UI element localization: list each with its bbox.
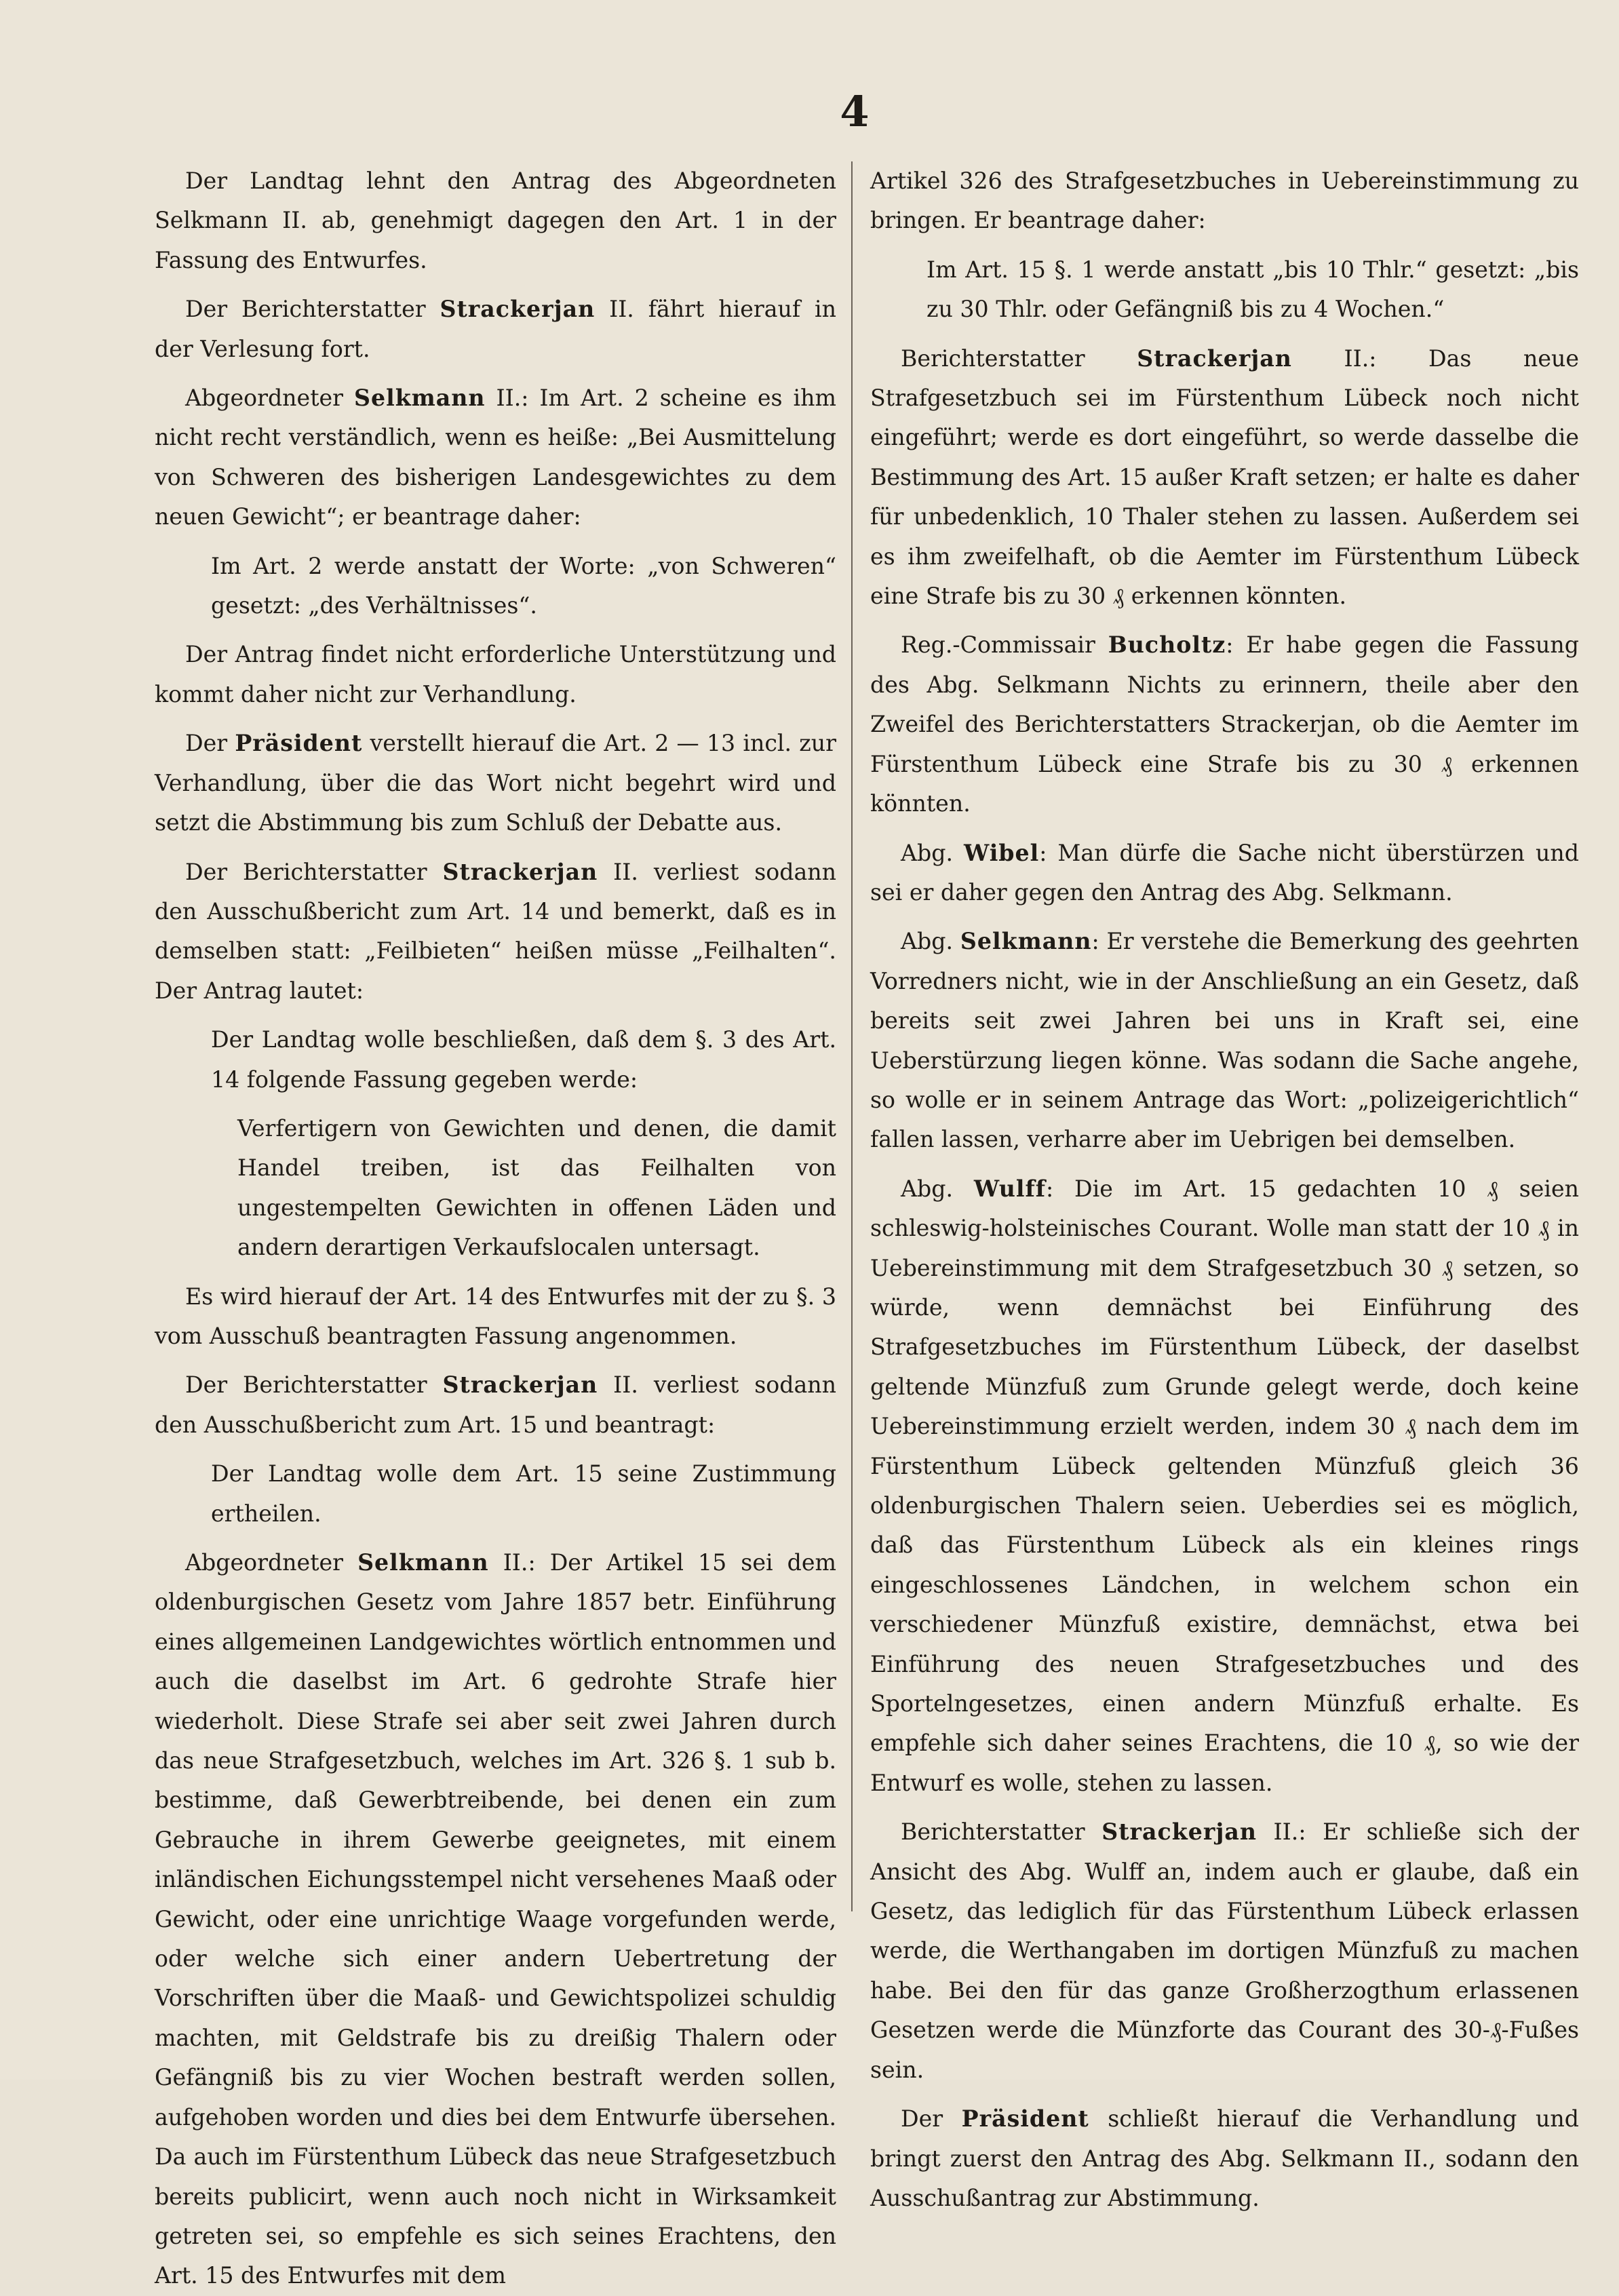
- quoted-motion: Im Art. 15 §. 1 werde anstatt „bis 10 Thlr.“ gesetzt: „bis zu 30 Thlr. oder Gefängniß bis zu 4 Wochen.“: [926, 256, 1579, 323]
- speaker-name: Wibel: [964, 839, 1040, 866]
- paragraph-text: Der Landtag lehnt den Antrag des Abgeordneten Selkmann II. ab, genehmigt dagegen den Art. 1 in der Fassung des Entwurfes.: [155, 168, 836, 273]
- paragraph-text: schließt hierauf die Verhandlung und bringt zuerst den Antrag des Abg. Selkmann II., sodann den Ausschußantrag zur Abstimmung.: [870, 2105, 1579, 2211]
- speaker-name: Selkmann: [357, 1549, 489, 1576]
- speaker-name: Bucholtz: [1108, 631, 1226, 659]
- paragraph-text: Der: [901, 2105, 962, 2133]
- paragraph-text: II. verliest sodann den Ausschußbericht zum Art. 14 und bemerkt, daß es in demselben statt: „Feilbieten“ heißen müsse „Feilhalten“. Der Antrag lautet:: [155, 858, 837, 1004]
- paragraph: [155, 1365, 836, 1445]
- speaker-name: Strackerjan: [440, 296, 596, 323]
- paragraph: [155, 290, 836, 369]
- paragraph-text: Der: [185, 730, 235, 757]
- paragraph-text: II.: Im Art. 2 scheine es ihm nicht recht verständlich, wenn es heiße: „Bei Ausmittelung von Schweren des bisherigen Landesgewichtes zu dem neuen Gewicht“; er beantrage daher:: [155, 385, 836, 530]
- paragraph-text: Reg.-Commissair: [901, 631, 1108, 659]
- paragraph-text: II.: Das neue Strafgesetzbuch sei im Fürstenthum Lübeck noch nicht eingeführt; werde es dort eingeführt, so werde dasselbe die Bestimmung des Art. 15 außer Kraft setzen; er halte es daher für unbedenklich, 10 Thaler stehen zu lassen. Außerdem sei es ihm zweifelhaft, ob die Aemter im Fürstenthum Lübeck eine Strafe bis zu 30 ₰ erkennen könnten.: [870, 345, 1579, 610]
- quoted-motion: Der Landtag wolle dem Art. 15 seine Zustimmung ertheilen.: [211, 1460, 836, 1527]
- paragraph: [870, 1812, 1579, 2090]
- paragraph-text: Der Antrag findet nicht erforderliche Unterstützung und kommt daher nicht zur Verhandlung.: [155, 641, 836, 707]
- speaker-name: Selkmann: [354, 385, 486, 412]
- paragraph-text: II.: Der Artikel 15 sei dem oldenburgischen Gesetz vom Jahre 1857 betr. Einführung eines allgemeinen Landgewichtes wörtlich entnommen und auch die daselbst im Art. 6 gedrohte Strafe hier wiederholt. Diese Strafe sei aber seit zwei Jahren durch das neue Strafgesetzbuch, welches im Art. 326 §. 1 sub b. bestimme, daß Gewerbtreibende, bei denen ein zum Gebrauche in ihrem Gewerbe geeignetes, mit einem inländischen Eichungsstempel nicht versehenes Maaß oder Gewicht, oder eine unrichtige Waage vorgefunden werde, oder welche sich einer andern Uebertretung der Vorschriften über die Maaß- und Gewichtspolizei schuldig machten, mit Geldstrafe bis zu dreißig Thalern oder Gefängniß bis zu vier Wochen bestraft werden sollen, aufgehoben worden und dies bei dem Entwurfe übersehen. Da auch im Fürstenthum Lübeck das neue Strafgesetzbuch bereits publicirt, wenn auch noch nicht in Wirksamkeit getreten sei, so empfehle es sich seines Erachtens, den Art. 15 des Entwurfes mit dem: [155, 1549, 836, 2289]
- paragraph: [870, 834, 1579, 913]
- speaker-name: Selkmann: [960, 928, 1092, 955]
- paragraph-text: II.: Er schließe sich der Ansicht des Abg. Wulff an, indem auch er glaube, daß ein Gesetz, das lediglich für das Fürstenthum Lübeck erlassen werde, die Werthangaben im dortigen Münzfuß zu machen habe. Bei den für das ganze Großherzogthum erlassenen Gesetzen werde die Münzforte das Courant des 30-₰-Fußes sein.: [870, 1818, 1579, 2083]
- paragraph: [155, 1277, 836, 1357]
- quoted-motion: Der Landtag wolle beschließen, daß dem §. 3 des Art. 14 folgende Fassung gegeben werde:: [211, 1026, 836, 1093]
- paragraph: [870, 1169, 1579, 1804]
- paragraph-text: Der Berichterstatter: [185, 1371, 443, 1399]
- paragraph-text: verstellt hierauf die Art. 2 — 13 incl. zur Verhandlung, über die das Wort nicht begehrt wird und setzt die Abstimmung bis zum Schluß der Debatte aus.: [155, 730, 836, 836]
- paragraph: [870, 2099, 1579, 2218]
- paragraph-text: Abg.: [901, 839, 964, 866]
- paragraph-text: Der Berichterstatter: [185, 858, 443, 885]
- speaker-name: Strackerjan: [442, 1371, 598, 1399]
- paragraph-continuation: Artikel 326 des Strafgesetzbuches in Uebereinstimmung zu bringen. Er beantrage daher:: [870, 168, 1579, 234]
- paragraph-text: Es wird hierauf der Art. 14 des Entwurfes mit der zu §. 3 vom Ausschuß beantragten Fassung angenommen.: [155, 1283, 836, 1349]
- left-column: [155, 161, 836, 2296]
- paragraph-text: Abgeordneter: [185, 1549, 358, 1576]
- paragraph: [870, 922, 1579, 1159]
- paragraph-text: II. fährt hierauf in der Verlesung fort.: [155, 296, 836, 362]
- paragraph-text: Berichterstatter: [901, 1818, 1102, 1846]
- paragraph-text: Abg.: [901, 928, 960, 955]
- speaker-name: Präsident: [961, 2105, 1089, 2133]
- paragraph-text: : Er habe gegen die Fassung des Abg. Selkmann Nichts zu erinnern, theile aber den Zweifel des Berichterstatters Strackerjan, ob die Aemter im Fürstenthum Lübeck eine Strafe bis zu 30 ₰ erkennen könnten.: [870, 631, 1579, 817]
- page-number: 4: [840, 87, 870, 136]
- right-column: [870, 161, 1579, 2218]
- paragraph: [870, 625, 1579, 823]
- paragraph: [155, 1543, 836, 2296]
- paragraph-text: Der Berichterstatter: [185, 296, 440, 323]
- paragraph-text: : Man dürfe die Sache nicht überstürzen und sei er daher gegen den Antrag des Abg. Selkmann.: [870, 839, 1579, 906]
- quoted-text: Verfertigern von Gewichten und denen, die damit Handel treiben, ist das Feilhalten von ungestempelten Gewichten in offenen Läden und andern derartigen Verkaufslocalen untersagt.: [237, 1114, 836, 1261]
- column-divider: [851, 161, 853, 1911]
- paragraph: [155, 378, 836, 537]
- speaker-name: Präsident: [235, 730, 363, 757]
- speaker-name: Strackerjan: [1137, 345, 1292, 372]
- speaker-name: Strackerjan: [442, 858, 598, 885]
- speaker-name: Wulff: [973, 1175, 1047, 1202]
- paragraph-text: II. verliest sodann den Ausschußbericht zum Art. 15 und beantragt:: [155, 1371, 837, 1438]
- paragraph-text: : Er verstehe die Bemerkung des geehrten Vorredners nicht, wie in der Anschließung an ein Gesetz, daß bereits seit zwei Jahren bei uns in Kraft sei, eine Ueberstürzung liegen könne. Was sodann die Sache angehe, so wolle er in seinem Antrage das Wort: „polizeigerichtlich“ fallen lassen, verharre aber im Uebrigen bei demselben.: [870, 928, 1579, 1153]
- paragraph: [870, 339, 1579, 617]
- paragraph-text: : Die im Art. 15 gedachten 10 ₰ seien schleswig-holsteinisches Courant. Wolle man statt der 10 ₰ in Uebereinstimmung mit dem Strafgesetzbuch 30 ₰ setzen, so würde, wenn demnächst bei Einführung des Strafgesetzbuches im Fürstenthum Lübeck, der daselbst geltende Münzfuß zum Grunde gelegt werde, doch keine Uebereinstimmung erzielt werden, indem 30 ₰ nach dem im Fürstenthum Lübeck geltenden Münzfuß gleich 36 oldenburgischen Thalern seien. Ueberdies sei es möglich, daß das Fürstenthum Lübeck als ein kleines rings eingeschlossenes Ländchen, in welchem schon ein verschiedener Münzfuß existire, demnächst, etwa bei Einführung des neuen Strafgesetzbuches und des Sportelngesetzes, einen andern Münzfuß erhalte. Es empfehle sich daher seines Erachtens, die 10 ₰, so wie der Entwurf es wolle, stehen zu lassen.: [870, 1175, 1579, 1796]
- quoted-motion: Im Art. 2 werde anstatt der Worte: „von Schweren“ gesetzt: „des Verhältnisses“.: [211, 552, 836, 619]
- paragraph-text: Abg.: [901, 1175, 974, 1202]
- speaker-name: Strackerjan: [1101, 1818, 1257, 1846]
- paragraph: [155, 853, 836, 1011]
- paragraph: [155, 161, 836, 280]
- paragraph: [155, 724, 836, 842]
- paragraph-text: Berichterstatter: [901, 345, 1137, 372]
- paragraph: [155, 635, 836, 714]
- paragraph-text: Abgeordneter: [185, 385, 354, 412]
